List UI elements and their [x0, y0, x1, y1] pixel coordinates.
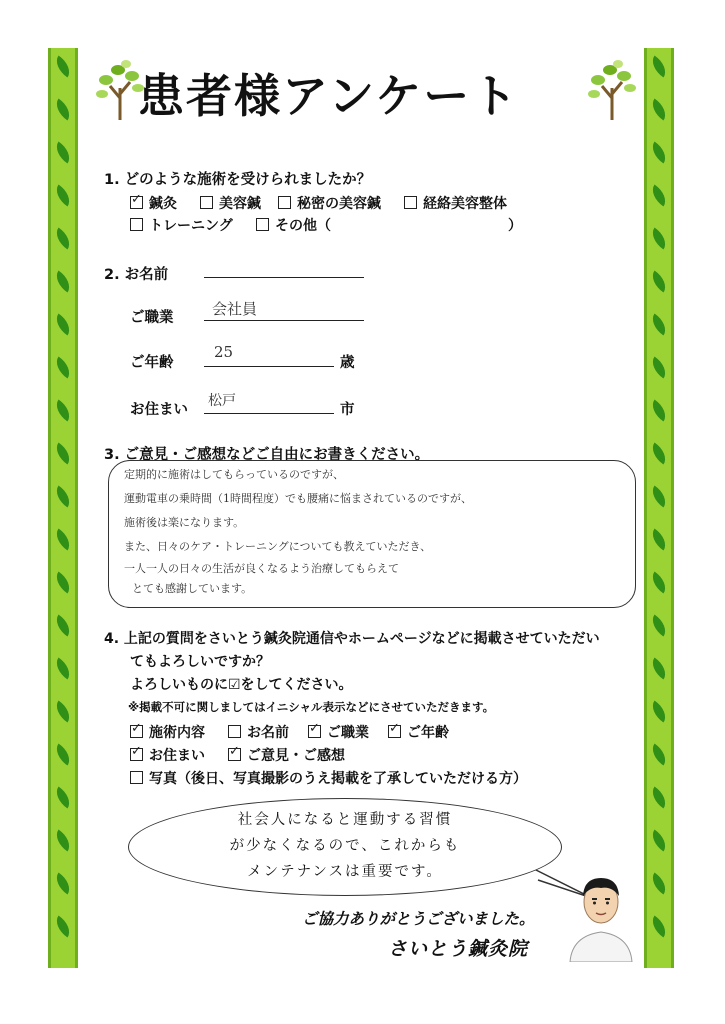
right-leaf-border	[644, 48, 674, 968]
leaf-icon	[647, 485, 671, 507]
leaf-icon	[51, 184, 75, 206]
comment-line-2: 運動電車の乗時間（1時間程度）でも腰痛に悩まされているのですが、	[124, 492, 472, 505]
left-leaf-border	[48, 48, 78, 968]
q4-checkbox-2[interactable]	[308, 725, 321, 738]
occupation-label: ご職業	[130, 310, 174, 326]
leaf-icon	[647, 829, 671, 851]
q4-checkbox-0[interactable]	[130, 725, 143, 738]
age-field-line[interactable]	[204, 366, 334, 367]
leaf-icon	[51, 141, 75, 163]
age-value: 25	[214, 343, 234, 361]
q4-question-line1: 4. 上記の質問をさいとう鍼灸院通信やホームページなどに掲載させていただい	[104, 631, 600, 647]
q1-checkbox-1[interactable]	[200, 196, 213, 209]
leaf-icon	[51, 614, 75, 636]
q4-checkbox-4[interactable]	[130, 748, 143, 761]
leaf-icon	[51, 829, 75, 851]
q1-checkbox-0[interactable]	[130, 196, 143, 209]
q1-option-other[interactable]	[256, 215, 331, 235]
leaf-icon	[647, 657, 671, 679]
q4-option-age[interactable]	[388, 722, 449, 742]
q1-option-shinkyu[interactable]	[130, 193, 177, 213]
q4-option-name[interactable]	[228, 722, 289, 742]
q4-option-opinion[interactable]	[228, 745, 345, 765]
q4-option-label: ご職業	[327, 725, 369, 741]
q1-option-label: その他（	[275, 218, 331, 234]
q1-option-label: 美容鍼	[219, 196, 261, 212]
age-unit: 歳	[340, 355, 355, 371]
leaf-icon	[51, 528, 75, 550]
leaf-icon	[647, 700, 671, 722]
comment-line-1: 定期的に施術はしてもらっているのですが、	[124, 468, 344, 481]
tree-icon-right	[584, 58, 640, 122]
q4-checkbox-1[interactable]	[228, 725, 241, 738]
page-title: 患者様アンケート	[138, 69, 520, 123]
clinic-name: さいとう鍼灸院	[388, 938, 529, 960]
leaf-icon	[647, 786, 671, 808]
q4-checkbox-6[interactable]	[130, 771, 143, 784]
leaf-icon	[647, 528, 671, 550]
q4-question-line2: てもよろしいですか？	[130, 654, 270, 670]
bubble-line-3: メンテナンスは重要です。	[247, 864, 443, 880]
address-unit: 市	[340, 402, 355, 418]
leaf-icon	[51, 55, 75, 77]
occupation-field-line[interactable]	[204, 320, 364, 321]
address-value: 松戸	[208, 393, 236, 409]
q4-checkbox-5[interactable]	[228, 748, 241, 761]
leaf-icon	[647, 227, 671, 249]
leaf-icon	[51, 743, 75, 765]
q4-option-occupation[interactable]	[308, 722, 369, 742]
age-label: ご年齢	[130, 355, 174, 371]
comment-line-3: 施術後は楽になります。	[124, 516, 245, 529]
leaf-icon	[51, 399, 75, 421]
leaf-icon	[51, 786, 75, 808]
q1-other-close: ）	[508, 218, 522, 234]
leaf-icon	[647, 98, 671, 120]
leaf-icon	[647, 184, 671, 206]
q4-option-label: 施術内容	[149, 725, 205, 741]
comment-line-4: また、日々のケア・トレーニングについても教えていただき、	[124, 540, 432, 553]
q4-option-label: お住まい	[149, 748, 205, 764]
leaf-icon	[51, 98, 75, 120]
q1-question: 1. どのような施術を受けられましたか？	[104, 172, 372, 188]
leaf-icon	[51, 356, 75, 378]
leaf-icon	[647, 872, 671, 894]
leaf-icon	[647, 399, 671, 421]
leaf-icon	[51, 872, 75, 894]
q1-option-training[interactable]	[130, 215, 233, 235]
address-field-line[interactable]	[204, 413, 334, 414]
q1-checkbox-4[interactable]	[130, 218, 143, 231]
address-label: お住まい	[130, 402, 188, 418]
leaf-icon	[51, 700, 75, 722]
q3-question: 3. ご意見・ご感想などご自由にお書きください。	[104, 447, 430, 463]
leaf-icon	[51, 442, 75, 464]
q1-option-biyoushin[interactable]	[200, 193, 261, 213]
leaf-icon	[647, 270, 671, 292]
occupation-value: 会社員	[212, 300, 258, 318]
practitioner-avatar	[566, 866, 636, 962]
q4-checkbox-3[interactable]	[388, 725, 401, 738]
leaf-icon	[647, 614, 671, 636]
q4-instruction: よろしいものに☑をしてください。	[130, 677, 353, 693]
leaf-icon	[647, 141, 671, 163]
leaf-icon	[51, 270, 75, 292]
leaf-icon	[647, 915, 671, 937]
q4-option-address[interactable]	[130, 745, 205, 765]
q1-option-himitsu[interactable]	[278, 193, 381, 213]
q1-checkbox-5[interactable]	[256, 218, 269, 231]
q4-option-label: お名前	[247, 725, 289, 741]
leaf-icon	[647, 571, 671, 593]
q1-checkbox-3[interactable]	[404, 196, 417, 209]
leaf-icon	[647, 313, 671, 335]
leaf-icon	[51, 313, 75, 335]
leaf-icon	[647, 743, 671, 765]
q1-option-label: 経絡美容整体	[423, 196, 507, 212]
leaf-icon	[647, 55, 671, 77]
q4-note: ※掲載不可に関しましてはイニシャル表示などにさせていただきます。	[128, 700, 495, 714]
leaf-icon	[51, 485, 75, 507]
leaf-icon	[51, 227, 75, 249]
thanks-message: ご協力ありがとうございました。	[302, 910, 535, 928]
speech-bubble	[128, 798, 562, 896]
q1-option-label: 秘密の美容鍼	[297, 196, 381, 212]
q1-option-label: トレーニング	[149, 218, 233, 234]
leaf-icon	[647, 442, 671, 464]
leaf-icon	[51, 571, 75, 593]
q4-option-treatment[interactable]	[130, 722, 205, 742]
leaf-icon	[51, 657, 75, 679]
bubble-line-2: が少なくなるので、これからも	[229, 838, 461, 854]
q1-option-label: 鍼灸	[149, 196, 177, 212]
q1-checkbox-2[interactable]	[278, 196, 291, 209]
q4-option-photo[interactable]	[130, 768, 527, 788]
leaf-icon	[51, 915, 75, 937]
leaf-icon	[647, 356, 671, 378]
name-label: 2. お名前	[104, 267, 169, 283]
bubble-line-1: 社会人になると運動する習慣	[237, 812, 453, 828]
q4-option-label: ご年齢	[407, 725, 449, 741]
q4-option-label: ご意見・ご感想	[247, 748, 345, 764]
q1-option-keiraku[interactable]	[404, 193, 507, 213]
name-field-line[interactable]	[204, 277, 364, 278]
q4-option-label: 写真（後日、写真撮影のうえ掲載を了承していただける方）	[149, 771, 527, 787]
comment-line-5: 一人一人の日々の生活が良くなるよう治療してもらえて	[124, 562, 399, 575]
comment-line-6: とても感謝しています。	[132, 582, 253, 595]
